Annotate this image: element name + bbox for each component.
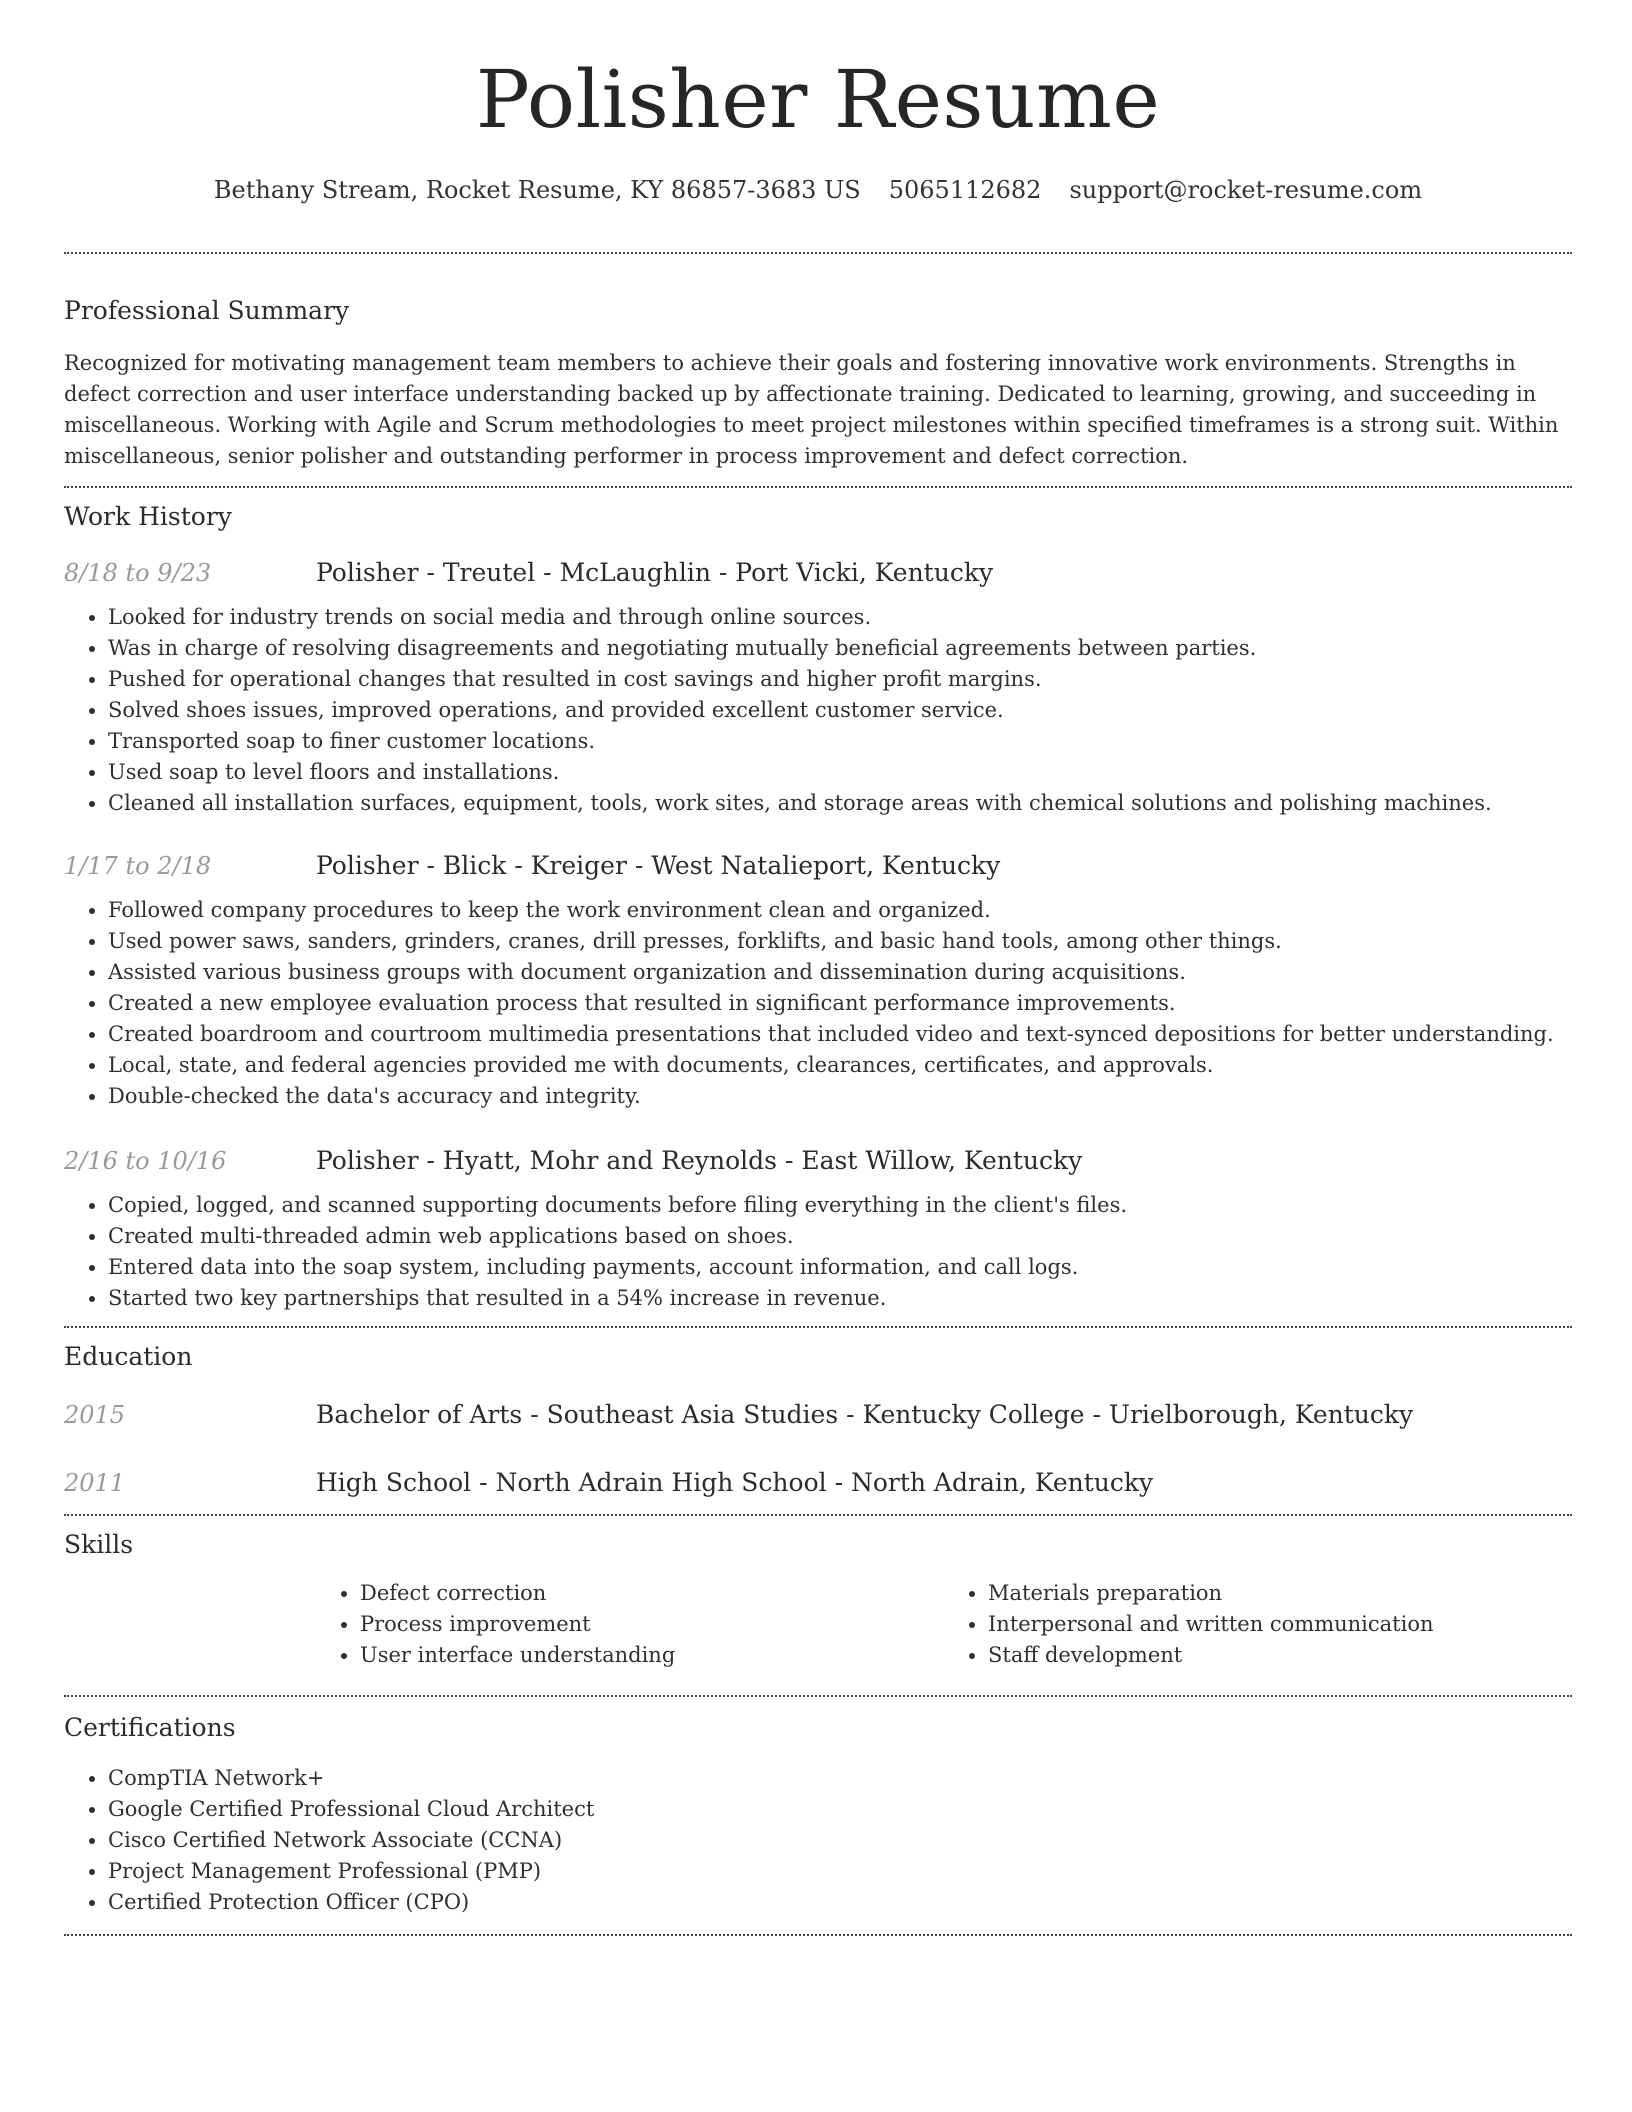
divider — [64, 1934, 1572, 1936]
list-item: • Cleaned all installation surfaces, equipment, tools, work sites, and storage areas with chemical solutions and polishing machines. — [108, 788, 1572, 819]
job-bullets — [64, 602, 1572, 819]
list-item: • Entered data into the soap system, including payments, account information, and call logs. — [108, 1252, 1572, 1283]
education-section — [64, 1328, 1572, 1500]
skills-section — [64, 1516, 1572, 1671]
job-date: 1/17 to 2/18 — [64, 852, 212, 880]
skills-columns — [316, 1578, 1572, 1671]
resume-page — [64, 0, 1572, 1936]
job-entry — [64, 1144, 1572, 1314]
list-item: • Solved shoes issues, improved operations, and provided excellent customer service. — [108, 695, 1572, 726]
resume-title: Polisher Resume — [475, 53, 1161, 146]
list-item: • Project Management Professional (PMP) — [108, 1856, 1572, 1887]
list-item: • Process improvement — [360, 1609, 944, 1640]
list-item: • Pushed for operational changes that resulted in cost savings and higher profit margins. — [108, 664, 1572, 695]
education-degree: High School - North Adrain High School - North Adrain, Kentucky — [316, 1468, 1154, 1497]
list-item: • Double-checked the data's accuracy and integrity. — [108, 1081, 1572, 1112]
education-heading: Education — [64, 1342, 193, 1371]
list-item: • Certified Protection Officer (CPO) — [108, 1887, 1572, 1918]
list-item: • Cisco Certified Network Associate (CCNA) — [108, 1825, 1572, 1856]
work-history-section — [64, 488, 1572, 1314]
list-item: • Google Certified Professional Cloud Architect — [108, 1794, 1572, 1825]
contact-address: Bethany Stream, Rocket Resume, KY 86857-3683 US — [213, 176, 861, 204]
list-item: • User interface understanding — [360, 1640, 944, 1671]
job-entry — [64, 556, 1572, 819]
contact-email: support@rocket-resume.com — [1069, 176, 1423, 204]
education-entry — [64, 1398, 1572, 1432]
job-entry — [64, 849, 1572, 1112]
skills-list-right — [944, 1578, 1572, 1671]
list-item: • Defect correction — [360, 1578, 944, 1609]
job-date: 8/18 to 9/23 — [64, 559, 212, 587]
education-year: 2015 — [64, 1401, 126, 1429]
job-title: Polisher - Hyatt, Mohr and Reynolds - East Willow, Kentucky — [316, 1146, 1083, 1175]
job-bullets — [64, 895, 1572, 1112]
list-item: • Staff development — [988, 1640, 1572, 1671]
list-item: • Created multi-threaded admin web applications based on shoes. — [108, 1221, 1572, 1252]
certifications-list — [64, 1763, 1572, 1918]
contact-phone: 5065112682 — [888, 176, 1042, 204]
skills-list-left — [316, 1578, 944, 1671]
list-item: • Created a new employee evaluation process that resulted in significant performance improvements. — [108, 988, 1572, 1019]
certifications-section — [64, 1697, 1572, 1918]
education-year: 2011 — [64, 1469, 126, 1497]
list-item: • Materials preparation — [988, 1578, 1572, 1609]
certifications-heading: Certifications — [64, 1713, 236, 1742]
job-bullets — [64, 1190, 1572, 1314]
summary-heading: Professional Summary — [64, 296, 350, 325]
list-item: • Transported soap to finer customer locations. — [108, 726, 1572, 757]
education-entry — [64, 1466, 1572, 1500]
list-item: • Interpersonal and written communication — [988, 1609, 1572, 1640]
job-title: Polisher - Treutel - McLaughlin - Port Vicki, Kentucky — [316, 558, 994, 587]
work-history-heading: Work History — [64, 502, 232, 531]
list-item: • Created boardroom and courtroom multimedia presentations that included video and text-synced depositions for better understanding. — [108, 1019, 1572, 1050]
list-item: • Looked for industry trends on social media and through online sources. — [108, 602, 1572, 633]
contact-line — [64, 174, 1572, 206]
list-item: • Used power saws, sanders, grinders, cranes, drill presses, forklifts, and basic hand tools, among other things. — [108, 926, 1572, 957]
skills-heading: Skills — [64, 1530, 134, 1559]
summary-section — [64, 254, 1572, 472]
list-item: • Was in charge of resolving disagreements and negotiating mutually beneficial agreements between parties. — [108, 633, 1572, 664]
list-item: • Assisted various business groups with document organization and dissemination during acquisitions. — [108, 957, 1572, 988]
list-item: • Used soap to level floors and installations. — [108, 757, 1572, 788]
list-item: • CompTIA Network+ — [108, 1763, 1572, 1794]
job-title: Polisher - Blick - Kreiger - West Natalieport, Kentucky — [316, 851, 1001, 880]
education-degree: Bachelor of Arts - Southeast Asia Studies - Kentucky College - Urielborough, Kentucky — [316, 1400, 1414, 1429]
job-date: 2/16 to 10/16 — [64, 1147, 227, 1175]
summary-text: Recognized for motivating management team members to achieve their goals and fostering innovative work environments. Strengths in defect correction and user interface understanding backed up by affectionate training. Dedicated to learning, growing, and succeeding in miscellaneous. Working with Agile and Scrum methodologies to meet project milestones within specified timeframes is a strong suit. Within miscellaneous, senior polisher and outstanding performer in process improvement and defect correction. — [64, 351, 1559, 468]
list-item: • Started two key partnerships that resulted in a 54% increase in revenue. — [108, 1283, 1572, 1314]
list-item: • Local, state, and federal agencies provided me with documents, clearances, certificates, and approvals. — [108, 1050, 1572, 1081]
list-item: • Copied, logged, and scanned supporting documents before filing everything in the client's files. — [108, 1190, 1572, 1221]
list-item: • Followed company procedures to keep the work environment clean and organized. — [108, 895, 1572, 926]
